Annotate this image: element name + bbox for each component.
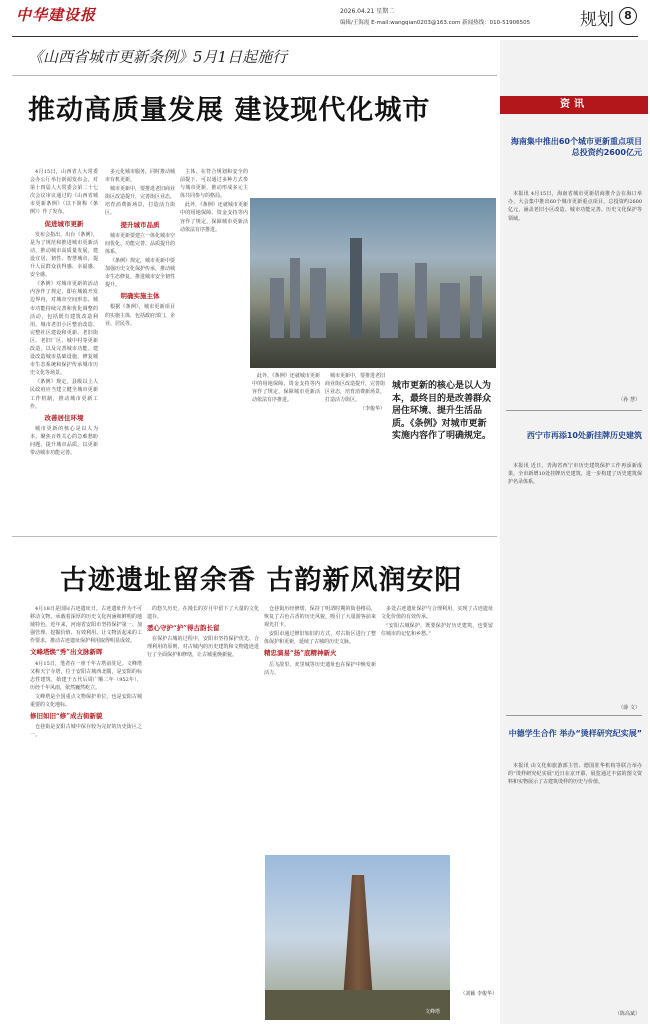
article1-headline: 推动高质量发展 建设现代化城市 [28, 95, 431, 126]
photo-caption: 文峰塔 [425, 1009, 441, 1015]
subhead: 改善居住环境 [44, 413, 84, 422]
article1-col1: 4月15日，山西省人大常委会办公厅举行新闻发布会，对第十四届人大常委会第二十七次会议审议通过的《山西省城市更新条例》（以下简称《条例》）作了发布。 促进城市更新 发布会指出，出台《条例》，是为了规范和推进城市更新活动，推动城市高质量发展，建设宜居、韧性、智慧城市，提升人民群众获得感、幸福感、安全感。 《条例》对城市更新的活动内容作了规定，即在城镇开发边界内，对城市空间形态、城市功能持续完善和优化调整的活动，包括既有建筑改造利用、城市老旧小区整治改造、完整社区建设和更新、老旧街区、老旧厂区、城中村等更新改造，以及完善城市功能、建设改造城市基础设施、修复城市生态系统和保护传承城市历史文化等场景。 《条例》规定，县级以上人民政府应当建立健全城市更新工作机制，推动城市更新工作。 改善居住环境 城市更新的核心是以人为本，聚焦百姓关心的急难愁盼问题，提升城市品质，以更新带动城市功能完善。 [30, 169, 98, 457]
sidebar-body-2: 本报讯 近日，青海省西宁市历史建筑保护工作再添新成果，全市新增10处挂牌历史建筑，进一步构建了历史建筑保护名录体系。 [508, 463, 642, 486]
article2-col1: 4月18日是国际古迹遗址日，古迹遗址作为不可移动文物，承载着深厚的历史文化内涵和鲜明的地域特色。近年来，河南省安阳市坚持保护第一、加强管理、挖掘价值、有效利用、让文物活起来的工作要求，推动古迹遗址保护利用取得明显成效。 文峰塔焕“秀”出文脉新晖 4月15日，笔者在一座千年古塔前驻足。文峰塔又称天宁寺塔，位于安阳古城西北隅，是安阳的标志性建筑，始建于五代后周广顺二年（952年），历经千年风雨，依然巍然屹立。 文峰塔是全国重点文物保护单位，也是安阳古城重要的文化地标。 修旧如旧“修”成古街新貌 仓巷街是安阳古城中保存较为完好的历史街区之一。 [30, 606, 142, 739]
sidebar-byline-1: （孙 慧） [618, 397, 640, 403]
subhead: 悉心守护“护”得古韵长留 [147, 624, 220, 633]
sidebar-headline-2: 西宁市再添10处新挂牌历史建筑 [526, 431, 642, 440]
article1-byline: （李俊华） [359, 406, 385, 413]
article1-pullquote: 城市更新的核心是以人为本，最终目的是改善群众居住环境、提升生活品质。《条例》对城市更新实施内容作了明确规定。 [392, 381, 492, 441]
pagoda-shape [343, 875, 373, 1000]
article1-col4: 此外，《条例》还就城市更新中的用地保障、资金支持等内容作了规定，保障城市更新活动依法有序推进。 [252, 373, 320, 404]
issue-date: 2026.04.21 星期二 [340, 8, 395, 15]
building-shape [440, 283, 460, 338]
section-name: 规划 [580, 10, 614, 30]
subhead: 提升城市品质 [120, 220, 160, 229]
building-shape [380, 273, 398, 338]
building-shape [470, 276, 482, 338]
page-number: 8 [619, 7, 637, 25]
article2-col3: 仓巷街历经修缮，保持了明清时期的街巷格局，恢复了古色古香的历史风貌，吸引了大量游客前来观光打卡。 安阳市通过修旧如旧的方式，对古街区进行了整体保护和更新，延续了古城的历史文脉。 精忠演易“扬”底精神新火 岳飞故里、羑里城等历史遗址也在保护中焕发新活力。 [264, 606, 376, 676]
building-shape [310, 268, 326, 338]
sidebar-headline-1: 海南集中推出60个城市更新重点项目 总投资约2600亿元 [510, 137, 642, 157]
building-shape [270, 278, 284, 338]
subhead: 促进城市更新 [44, 219, 84, 228]
article2-headline: 古迹遗址留余香 古韵新风润安阳 [60, 565, 463, 596]
article1-col5: 城市更新中，要推进老旧商业街区改造提升，完善街区业态，培育消费新场景，打造活力街区。 （李俊华） [325, 373, 385, 413]
article2-col2: 的悠久历史，在漫长的岁月中留下了大量的文化遗存。 悉心守护“护”得古韵长留 在保护古城的过程中，安阳市坚持保护优先、合理利用的原则，对古城内的历史建筑和文物遗迹进行了全面保护和修缮，让古城重焕新貌。 [147, 606, 259, 659]
article1-col3: 主体，在符合规划和安全的前提下，可以通过多种方式参与城市更新，推动形成多元主体共同参与的格局。 此外，《条例》还就城市更新中的用地保障、资金支持等内容作了规定，保障城市更新活动依法有序推进。 [180, 169, 248, 233]
sidebar-body-3: 本报讯 由文化和旅游部主管、德国驻华机构等联合举办的“烫样研究纪实展”近日在京开幕，展览通过丰富的图文资料和实物展示了古建筑烫样的历史与价值。 [508, 763, 642, 786]
header-rule [12, 36, 638, 37]
subhead: 文峰塔焕“秀”出文脉新晖 [30, 648, 103, 657]
article2-byline: （刘颖 李俊华） [460, 991, 497, 997]
article2-col4: 多处古迹遗址保护与合理利用，实现了古迹遗址文化价值的有效传承。 “安阳古城保护，既要保护好历史建筑，也要留住城市的记忆和乡愁。” [381, 606, 493, 638]
subhead: 修旧如旧“修”成古街新貌 [30, 712, 103, 721]
building-shape [415, 263, 427, 338]
ground-shape [265, 990, 450, 1020]
sidebar-label: 资讯 [500, 96, 648, 114]
sidebar-headline-3: 中德学生合作 举办“烫样研究纪实展” [508, 729, 642, 738]
article1-col2: 多元化城市服务，同时推动城市有机更新。 城市更新中，要推进老旧商业街区改造提升，完善街区业态，培育消费新场景，打造活力街区。 提升城市品质 城市更新要建立一体化城市空间优化、功能完善、品质提升的体系。 《条例》规定，城市更新中要加强历史文化保护传承，推动城市生态修复，推进城市安全韧性提升。 明确实施主体 根据《条例》，城市更新项目的实施主体，包括政府部门、企业、居民等。 [105, 169, 175, 327]
masthead: 中华建设报 [16, 6, 97, 24]
subhead: 精忠演易“扬”底精神新火 [264, 649, 337, 658]
sidebar-body-1: 本报讯 4月15日，海南省城市更新招商推介会在海口举办，大会集中推出60个城市更新重点项目，总投资约2600亿元，涵盖老旧小区改造、城市功能完善、历史文化保护等领域。 [508, 191, 642, 222]
editor-line: 编辑/王海霞 E-mail:wangqian0203@163.com 新闻热线：010-51906505 [340, 20, 531, 26]
kicker-rule [12, 75, 497, 76]
article-divider [12, 536, 497, 537]
sidebar-divider [506, 715, 642, 716]
pagoda-photo [265, 855, 450, 1020]
article1-kicker: 《山西省城市更新条例》5月1日起施行 [28, 48, 288, 66]
building-shape [350, 238, 362, 338]
sidebar-byline-3: （陈高斌） [614, 1011, 640, 1017]
subhead: 明确实施主体 [120, 292, 160, 301]
sidebar-byline-2: （薛 文） [618, 705, 640, 711]
sidebar-divider [506, 410, 642, 411]
building-shape [290, 258, 300, 338]
city-skyline-photo [250, 198, 496, 368]
